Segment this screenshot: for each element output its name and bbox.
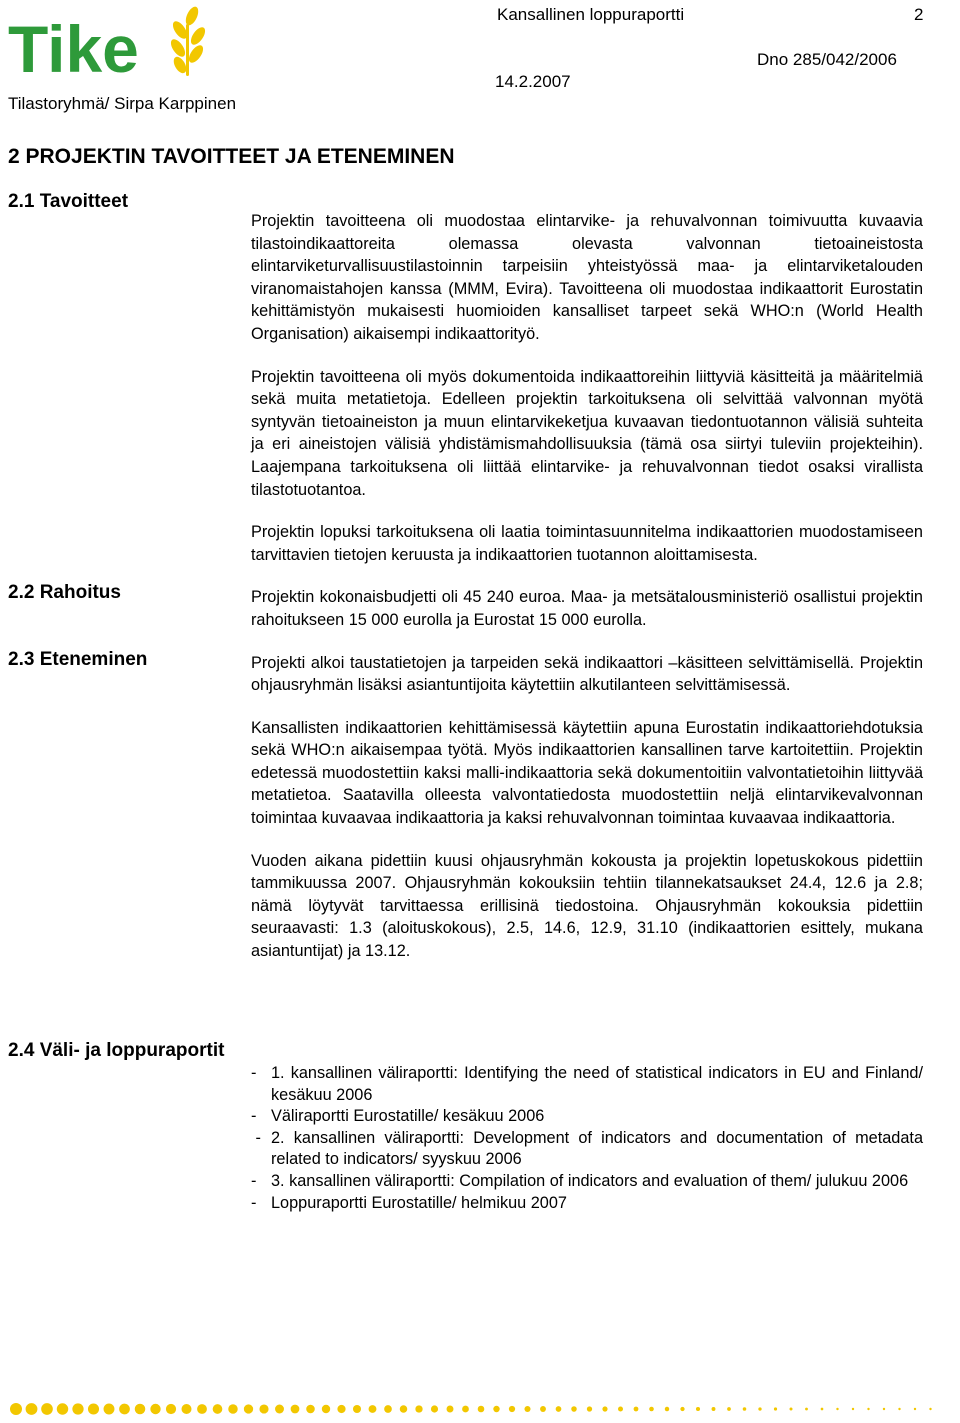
wheat-icon (168, 5, 206, 76)
footer-dot (400, 1405, 408, 1413)
document-date: 14.2.2007 (495, 72, 571, 91)
footer-dot (431, 1405, 438, 1412)
footer-dot (540, 1406, 546, 1412)
footer-dot (727, 1407, 731, 1411)
footer-dot (57, 1403, 68, 1414)
footer-dot (587, 1406, 592, 1411)
list-item (251, 1193, 923, 1215)
footer-dot (26, 1403, 38, 1415)
footer-dot (556, 1406, 562, 1412)
list-item (251, 1063, 923, 1106)
list-item-text: Loppuraportti Eurostatille/ helmikuu 2007 (271, 1193, 567, 1212)
footer-dot (197, 1404, 207, 1414)
footer-dot (758, 1407, 761, 1410)
footer-dots (8, 1400, 958, 1418)
diary-number: Dno 285/042/2006 (757, 50, 897, 69)
footer-dot (712, 1407, 716, 1411)
section-title-eteneminen: 2.3 Eteneminen (8, 649, 148, 670)
footer-dot (322, 1405, 330, 1413)
section-title-tavoitteet: 2.1 Tavoitteet (8, 191, 129, 212)
paragraph: Projektin tavoitteena oli muodostaa elintarvike- ja rehuvalvonnan toimivuutta kuvaavia tilastoindikaattoreita olemassa olevasta valvonnan tietoaineistosta elintarviketurvallisuustilastoinnin tarpeisiin yhteistyössä maa- ja elintarviketalouden viranomaistahojen kanssa (MMM, Evira). Tavoitteena oli muodostaa indikaattorit Eurostatin kehittämistyön mukaisesti huomioiden kansalliset tarpeet sekä WHO:n (World Health Organisation) aikaisempi indikaattorityö. (251, 212, 923, 343)
paragraph: Projektin tavoitteena oli myös dokumentoida indikaattoreihin liittyviä käsitteitä ja määritelmiä sekä muita metatietoja. Edelleen projektin tarkoituksena oli selvittää valvonnan myötä syntyvän tietoaineiston ja muun elintarvikeketjua kuvaavan tiedontuotannon välisiä suhteita ja eri aineistojen välisiä yhdistämismahdollisuuksia (tämä osa siirtyi tuleviin projekteihin). Laajempana tarkoituksena oli liittää elintarvike- ja rehuvalvonnan tiedot osaksi virallista tilastotuotantoa. (251, 367, 923, 499)
tike-logo (6, 2, 206, 82)
list-item-text: 3. kansallinen väliraportti: Compilation of indicators and evaluation of them/ julukuu 2006 (271, 1171, 909, 1190)
footer-dot (852, 1408, 854, 1410)
footer-dot (571, 1406, 577, 1412)
footer-dot (291, 1405, 300, 1414)
footer-dot (649, 1407, 654, 1412)
footer-dot (743, 1407, 747, 1411)
footer-dot (462, 1406, 469, 1413)
footer-dot (509, 1406, 515, 1412)
footer-dot (369, 1405, 377, 1413)
list-dash: - (251, 1107, 261, 1126)
paragraph: Vuoden aikana pidettiin kuusi ohjausryhmän kokousta ja projektin lopetuskokous pidettiin tammikuussa 2007. Ohjausryhmän kokouksiin tehtiin tilannekatsaukset 24.4, 12.6 ja 2.8; nämä löytyvät tarvittaessa erillisinä tiedostoina. Ohjausryhmän kokouksia pidettiin seuraavasti: 1.3 (aloituskokous), 2.5, 14.6, 12.9, 31.10 (indikaattorien esittely, mukana asiantuntijat) ja 13.12. (251, 851, 923, 961)
footer-dot (883, 1408, 885, 1410)
paragraph: Projektin kokonaisbudjetti oli 45 240 euroa. Maa- ja metsätalousministeriö osallistui projektin rahoitukseen 15 000 eurolla ja Eurostat 15 000 eurolla. (251, 588, 923, 629)
footer-dot (415, 1405, 422, 1412)
footer-dot (135, 1404, 146, 1415)
list-dash: - (251, 1064, 261, 1082)
body-tavoitteet (251, 210, 923, 983)
tike-logo-graphic (6, 2, 206, 82)
footer-dot (150, 1404, 160, 1414)
footer-dot (166, 1404, 176, 1414)
list-item (251, 1171, 923, 1193)
report-list (251, 1063, 923, 1214)
paragraph: Kansallisten indikaattorien kehittämisessä käytettiin apuna Eurostatin indikaattoriehdotuksia sekä WHO:n aikaisempaa työtä. Myös indikaattorien kansallinen tarve kartoitettiin. Projektin edetessä muodostettiin kaksi malli-indikaattoria sekä dokumentoitiin valvontatietoihin liittyvää metatietoa. Saatavilla olleesta valvontatiedosta muodostettiin neljä elintarvikevalvonnan toimintaa kuvaavaa indikaattoria ja kaksi rehuvalvonnan toimintaa kuvaavaa indikaattoria. (251, 718, 923, 828)
footer-dot (680, 1407, 684, 1411)
page-number: 2 (914, 5, 924, 24)
footer-dot (447, 1406, 454, 1413)
list-dash: - (251, 1128, 266, 1147)
footer-dot (805, 1408, 808, 1411)
list-dash: - (251, 1193, 261, 1212)
footer-dot (259, 1404, 268, 1413)
footer-dot (119, 1404, 130, 1415)
list-item-text: 1. kansallinen väliraportti: Identifying the need of statistical indicators in EU and Finland/ kesäkuu 2006 (271, 1064, 923, 1104)
footer-dot (914, 1408, 916, 1410)
footer-dot (353, 1405, 361, 1413)
footer-dot (618, 1407, 623, 1412)
paragraph: Projektin lopuksi tarkoituksena oli laatia toimintasuunnitelma indikaattorien muodostamiseen tarvittavien tietojen keruusta ja indikaattorien tuotannon aloittamisesta. (251, 523, 923, 564)
list-item (251, 1106, 923, 1128)
paragraph: Projekti alkoi taustatietojen ja tarpeiden sekä indikaattori –käsitteen selvittämisellä. Projektin ohjausryhmän lisäksi asiantuntijoita käytettiin alkutilanteen selvittämisessä. (251, 653, 923, 695)
footer-dot (867, 1408, 869, 1410)
section-title-rahoitus: 2.2 Rahoitus (8, 582, 121, 603)
footer-dots-graphic (8, 1400, 958, 1418)
footer-dot (228, 1404, 237, 1413)
footer-dot (306, 1405, 315, 1414)
document-title: Kansallinen loppuraportti (497, 5, 685, 24)
footer-dot (774, 1407, 777, 1410)
footer-dot (478, 1406, 485, 1413)
footer-dot (41, 1403, 53, 1415)
footer-dot (10, 1403, 22, 1415)
footer-dot (634, 1407, 639, 1412)
footer-dot (898, 1408, 900, 1410)
logo-wordmark: Tike (8, 12, 139, 82)
footer-dot (929, 1408, 931, 1410)
footer-dot (104, 1404, 115, 1415)
list-item-text: 2. kansallinen väliraportti: Development of indicators and documentation of metadata related to indicators/ syyskuu 2006 (271, 1128, 923, 1169)
footer-dot (493, 1406, 499, 1412)
author: Tilastoryhmä/ Sirpa Karppinen (8, 94, 237, 113)
footer-dot (337, 1405, 345, 1413)
footer-dot (602, 1406, 607, 1411)
footer-dot (275, 1405, 284, 1414)
footer-dot (821, 1408, 824, 1411)
section-title-raportit: 2.4 Väli- ja loppuraportit (8, 1040, 225, 1061)
footer-dot (88, 1403, 99, 1414)
footer-dot (836, 1408, 838, 1410)
list-item-text: Väliraportti Eurostatille/ kesäkuu 2006 (271, 1107, 545, 1126)
footer-dot (665, 1407, 669, 1411)
footer-dot (384, 1405, 392, 1413)
footer-dot (524, 1406, 530, 1412)
footer-dot (181, 1404, 191, 1414)
footer-dot (696, 1407, 700, 1411)
footer-dot (72, 1403, 83, 1414)
list-dash: - (251, 1171, 261, 1190)
chapter-title: 2 PROJEKTIN TAVOITTEET JA ETENEMINEN (8, 145, 455, 168)
footer-dot (244, 1404, 253, 1413)
list-item (251, 1128, 923, 1171)
footer-dot (790, 1408, 793, 1411)
footer-dot (213, 1404, 223, 1414)
